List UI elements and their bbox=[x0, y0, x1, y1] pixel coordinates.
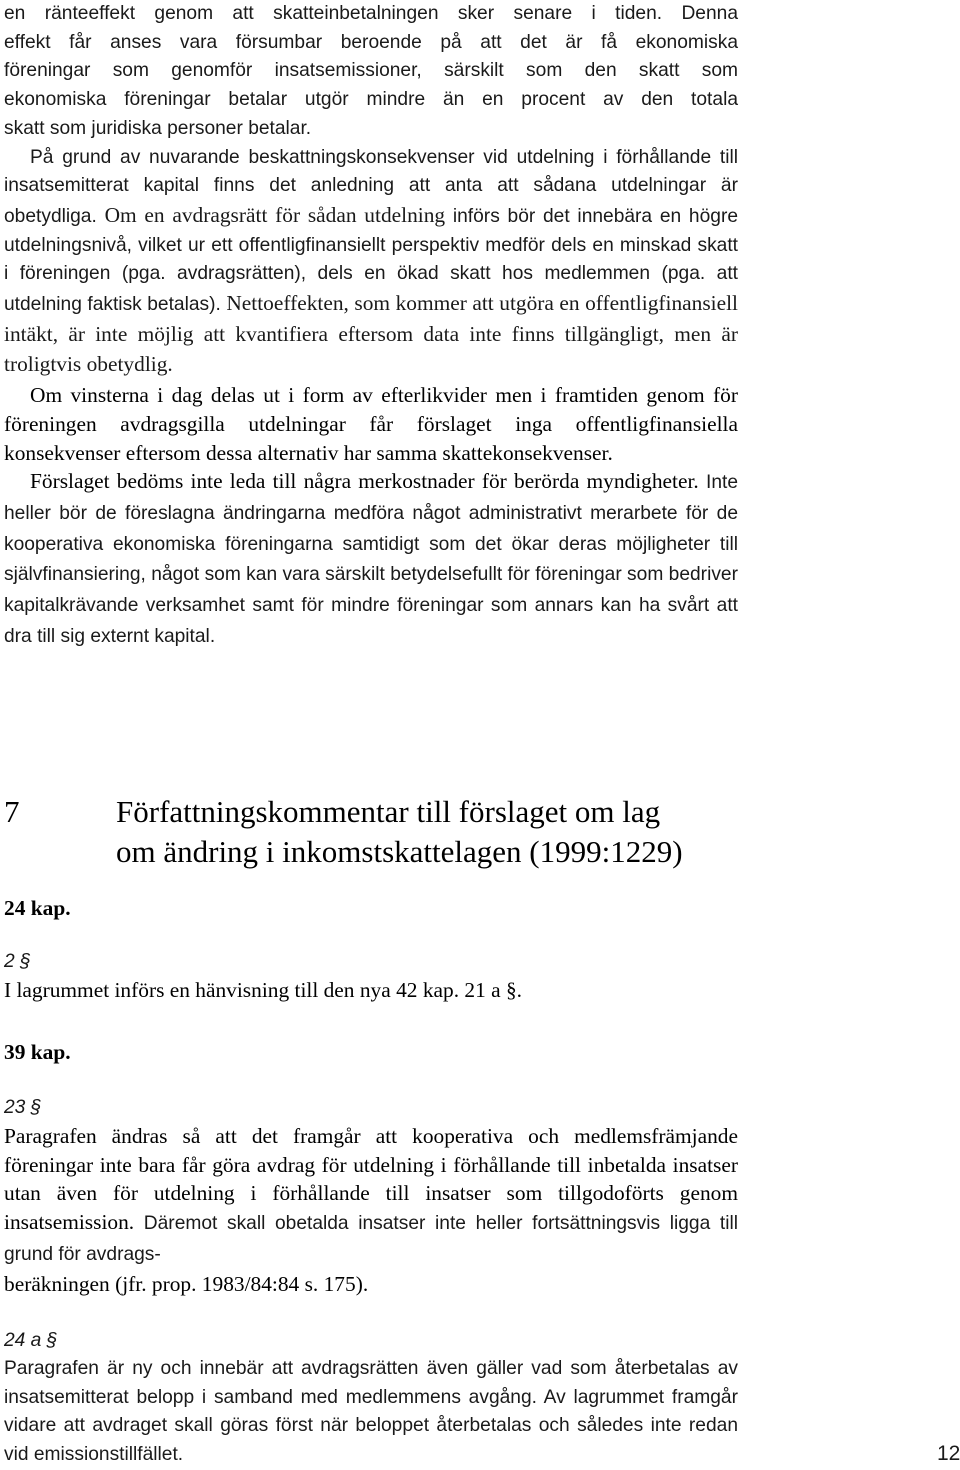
paragraph-24a-number: 24 a § bbox=[4, 1330, 58, 1352]
page-number: 12 bbox=[937, 1442, 960, 1465]
paragraph-4-part-b: Inte heller bör de föreslagna ändringarna medföra något administrativt merarbete för de kooperativa ekonomiska föreningarna samtidigt som det ökar deras möjligheter till självfinansiering, något som kan vara särskilt betydelsefullt för föreningar som bedriver kapitalkrävande verksamhet samt för mindre föreningar som annars kan ha svårt att dra till sig externt kapital. bbox=[4, 472, 738, 647]
paragraph-2-part-d: Nettoeffekten, som kommer att utgöra en offentligfinansiell intäkt, är inte möjlig att kvantifiera eftersom data inte finns tillgängligt, men är troligtvis obetydlig. bbox=[4, 291, 738, 377]
paragraph-3: Om vinsterna i dag delas ut i form av efterlikvider men i framtiden genom för föreningen avdragsgilla utdelningar får förslaget inga offentligfinansiella konsekvenser eftersom dessa alternativ har samma skattekonsekvenser. bbox=[4, 383, 738, 465]
paragraph-2-part-c: införs bör det innebära en högre utdelningsnivå, vilket ur ett offentligfinansiellt perspektiv medför dels en minskad skatt i föreningen (pga. avdragsrätten), dels en ökad skatt hos medlemmen (pga. att utdelning faktisk betalas). bbox=[4, 205, 739, 316]
chapter-39 bbox=[4, 1038, 738, 1470]
paragraph-2-part-b: Om en avdragsrätt för sådan utdelning bbox=[104, 202, 453, 227]
paragraph-23-commentary bbox=[4, 1122, 738, 1270]
intro-line: en ränteeffekt genom att skatteinbetalningen sker senare i tiden. Denna bbox=[4, 3, 738, 24]
paragraph-2 bbox=[4, 144, 738, 382]
paragraph-4-part-a: Förslaget bedöms inte leda till några merkostnader för berörda myndigheter. bbox=[30, 469, 706, 494]
paragraph-2-commentary: I lagrummet införs en hänvisning till den nya 42 kap. 21 a §. bbox=[4, 978, 523, 1002]
chapter-24 bbox=[4, 894, 738, 1004]
intro-line: föreningar som genomför insatsemissioner, särskilt som den skatt som bbox=[4, 60, 738, 82]
section-title-line: om ändring i inkomstskattelagen (1999:1229) bbox=[116, 834, 683, 869]
section-heading bbox=[4, 792, 764, 872]
section-number: 7 bbox=[4, 794, 20, 829]
paragraph-2-number: 2 § bbox=[4, 951, 31, 972]
paragraph-4 bbox=[4, 467, 738, 651]
chapter-24-title: 24 kap. bbox=[4, 896, 71, 920]
paragraph-24a-commentary: Paragrafen är ny och innebär att avdragsrätten även gäller vad som återbetalas av insatsemitterat belopp i samband med medlemmens avgång. Av lagrummet framgår vidare att avdraget skall göras först när beloppet återbetalas och således inte redan vid emissionstillfället. bbox=[4, 1358, 738, 1465]
intro-line: ekonomiska föreningar betalar utgör mindre än en procent av den totala bbox=[4, 89, 738, 111]
paragraph-23-part-b: Däremot skall obetalda insatser inte heller fortsättningsvis ligga till grund för avdrags- bbox=[4, 1213, 739, 1265]
intro-line: effekt får anses vara försumbar beroende på att det är få ekonomiska bbox=[4, 31, 738, 53]
paragraph-23-continuation: beräkningen (jfr. prop. 1983/84:84 s. 175). bbox=[4, 1271, 369, 1296]
section-title bbox=[116, 792, 764, 872]
document-body bbox=[4, 0, 738, 651]
paragraph-2-part-a: På grund av nuvarande beskattningskonsekvenser vid utdelning i förhållande till insatsemitterat kapital finns det anledning att anta att sådana utdelningar är obetydliga. bbox=[4, 146, 738, 227]
intro-line: skatt som juridiska personer betalar. bbox=[4, 117, 312, 139]
chapter-39-title: 39 kap. bbox=[4, 1040, 71, 1064]
paragraph-23-number: 23 § bbox=[4, 1097, 42, 1118]
section-title-line: Författningskommentar till förslaget om lag bbox=[116, 794, 661, 829]
intro-paragraph bbox=[4, 0, 738, 144]
paragraph-23-part-a: Paragrafen ändras så att det framgår att kooperativa och medlemsfrämjande föreningar inte bara får göra avdrag för utdelning i förhållande till inbetalda insatser utan även för utdelning i förhållande till insatser som tillgodoförts genom insatsemission. bbox=[4, 1124, 738, 1235]
